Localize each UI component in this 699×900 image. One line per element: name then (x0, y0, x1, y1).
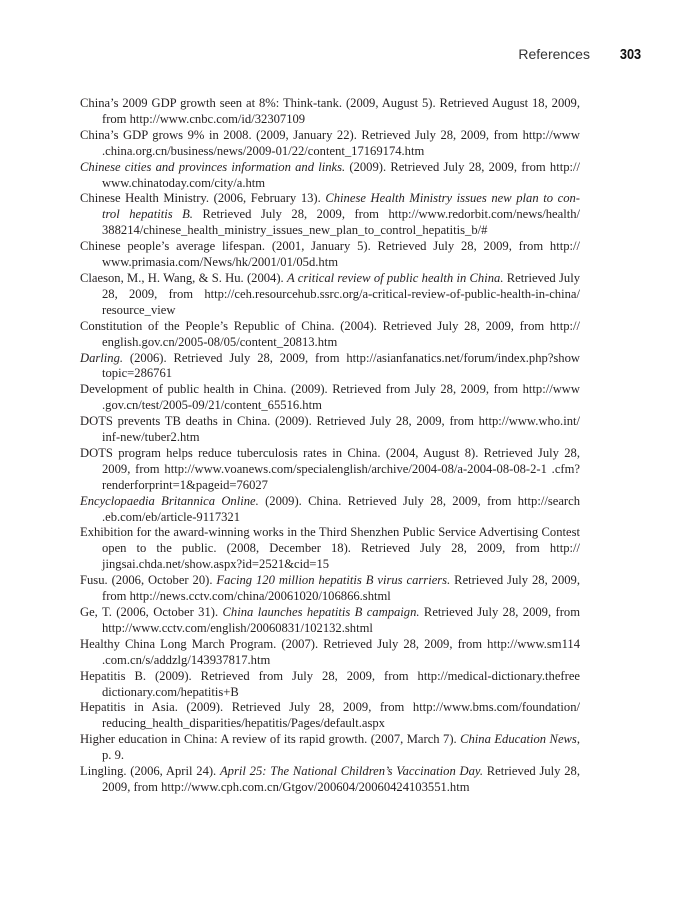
reference-entry (80, 382, 580, 414)
running-title: References (518, 46, 590, 62)
reference-title-italic: April 25: The National Children’s Vaccination Day. (219, 764, 483, 779)
reference-text: China’s GDP grows 9% in 2008. (2009, January 22). Retrieved July 28, 2009, from http://www .china.org.cn/business/news/2009-01/22/content_17169174.htm (80, 127, 580, 158)
reference-entry (80, 271, 580, 319)
reference-entry (80, 128, 580, 160)
reference-text: China’s 2009 GDP growth seen at 8%: Think-tank. (2009, August 5). Retrieved August 18, 2009, from http://www.cnbc.com/id/32307109 (80, 96, 580, 126)
reference-entry (80, 525, 580, 573)
reference-text: DOTS prevents TB deaths in China. (2009). Retrieved July 28, 2009, from http://www.who.int/ inf-new/tuber2.htm (80, 414, 580, 445)
reference-text: Retrieved July 28, 2009, from http://www.cph.com.cn/Gtgov/200604/20060424103551.htm (102, 764, 580, 794)
reference-title-italic: Encyclopaedia Britannica Online. (80, 493, 259, 508)
reference-text: Hepatitis B. (2009). Retrieved from July 28, 2009, from http://medical-dictionary.thefree dictionary.com/hepatitis+B (80, 668, 580, 699)
reference-text: DOTS program helps reduce tuberculosis rates in China. (2004, August 8). Retrieved July 28, 2009, from http://www.voanews.com/specialenglish/archive/2004-08/a-2004-08-08-2-1 .cfm?renderforprint=1&pageid=76027 (80, 445, 580, 492)
reference-title-italic: Chinese cities and provinces information and links. (80, 159, 346, 174)
reference-entry (80, 494, 580, 526)
reference-text: Chinese people’s average lifespan. (2001, January 5). Retrieved July 28, 2009, from http:// www.primasia.com/News/hk/2001/01/05d.htm (80, 239, 580, 270)
reference-text: Healthy China Long March Program. (2007). Retrieved July 28, 2009, from http://www.sm114 .com.cn/s/addzlg/143937817.htm (80, 636, 580, 667)
reference-entry (80, 764, 580, 796)
reference-entry (80, 732, 580, 764)
reference-entry (80, 669, 580, 701)
reference-text: Retrieved July 28, 2009, from http://ceh.resourcehub.ssrc.org/a-critical-review-of-public-health-in-china/ resource_view (102, 270, 581, 317)
reference-entry (80, 573, 580, 605)
reference-entry (80, 319, 580, 351)
reference-text: Ge, T. (2006, October 31). (80, 605, 223, 619)
reference-text: Fusu. (2006, October 20). (80, 573, 217, 588)
reference-text: Constitution of the People’s Republic of China. (2004). Retrieved July 28, 2009, from http:// english.gov.cn/2005-08/05/content_20813.htm (80, 318, 580, 349)
reference-title-italic: Facing 120 million hepatitis B virus carriers. (216, 573, 451, 588)
reference-text: Development of public health in China. (2009). Retrieved from July 28, 2009, from http://www .gov.cn/test/2005-09/21/content_65516.htm (80, 382, 580, 413)
reference-entry (80, 637, 580, 669)
reference-text: (2009). China. Retrieved July 28, 2009, from http://search .eb.com/eb/article-9117321 (102, 493, 581, 524)
reference-entry (80, 414, 580, 446)
reference-text: (2009). Retrieved July 28, 2009, from http:// www.chinatoday.com/city/a.htm (102, 159, 581, 190)
reference-text: Higher education in China: A review of its rapid growth. (2007, March 7). (80, 732, 461, 747)
reference-title-italic: Chinese Health Ministry issues new plan to con- trol hepatitis B. (102, 191, 580, 222)
reference-entry (80, 191, 580, 239)
reference-entry (80, 700, 580, 732)
reference-text: Retrieved July 28, 2009, from http://www.cctv.com/english/20060831/102132.shtml (102, 605, 581, 635)
reference-text: Exhibition for the award-winning works in the Third Shenzhen Public Service Advertising Contest open to the public. (2008, December 18). Retrieved July 28, 2009, from http:// jingsai.chda.net/show.aspx?id=2521&cid=15 (80, 525, 580, 572)
reference-list (80, 96, 580, 796)
reference-title-italic: China Education News (460, 732, 577, 747)
reference-title-italic: A critical review of public health in China. (287, 270, 504, 285)
reference-text: Retrieved July 28, 2009, from http://news.cctv.com/china/20061020/106866.shtml (102, 573, 580, 604)
reference-entry (80, 239, 580, 271)
reference-text: Retrieved July 28, 2009, from http://www.redorbit.com/news/health/ 388214/chinese_health_ministry_issues_new_plan_to_control_hepatitis_b/# (102, 207, 580, 238)
running-header (518, 46, 643, 63)
reference-entry (80, 446, 580, 494)
reference-text: (2006). Retrieved July 28, 2009, from http://asianfanatics.net/forum/index.php?show topic=286761 (102, 350, 580, 381)
page-number: 303 (619, 46, 642, 63)
reference-entry (80, 351, 580, 383)
reference-entry (80, 96, 580, 128)
reference-entry (80, 605, 580, 637)
reference-text: Claeson, M., H. Wang, & S. Hu. (2004). (80, 270, 287, 285)
reference-text: Chinese Health Ministry. (2006, February 13). (80, 191, 326, 206)
reference-text: , p. 9. (102, 732, 580, 763)
reference-text: Lingling. (2006, April 24). (80, 764, 220, 779)
reference-title-italic: China launches hepatitis B campaign. (222, 605, 420, 619)
reference-title-italic: Darling. (80, 350, 124, 365)
reference-text: Hepatitis in Asia. (2009). Retrieved July 28, 2009, from http://www.bms.com/foundation/ reducing_health_disparities/hepatitis/Pages/default.aspx (80, 700, 580, 731)
reference-entry (80, 160, 580, 192)
